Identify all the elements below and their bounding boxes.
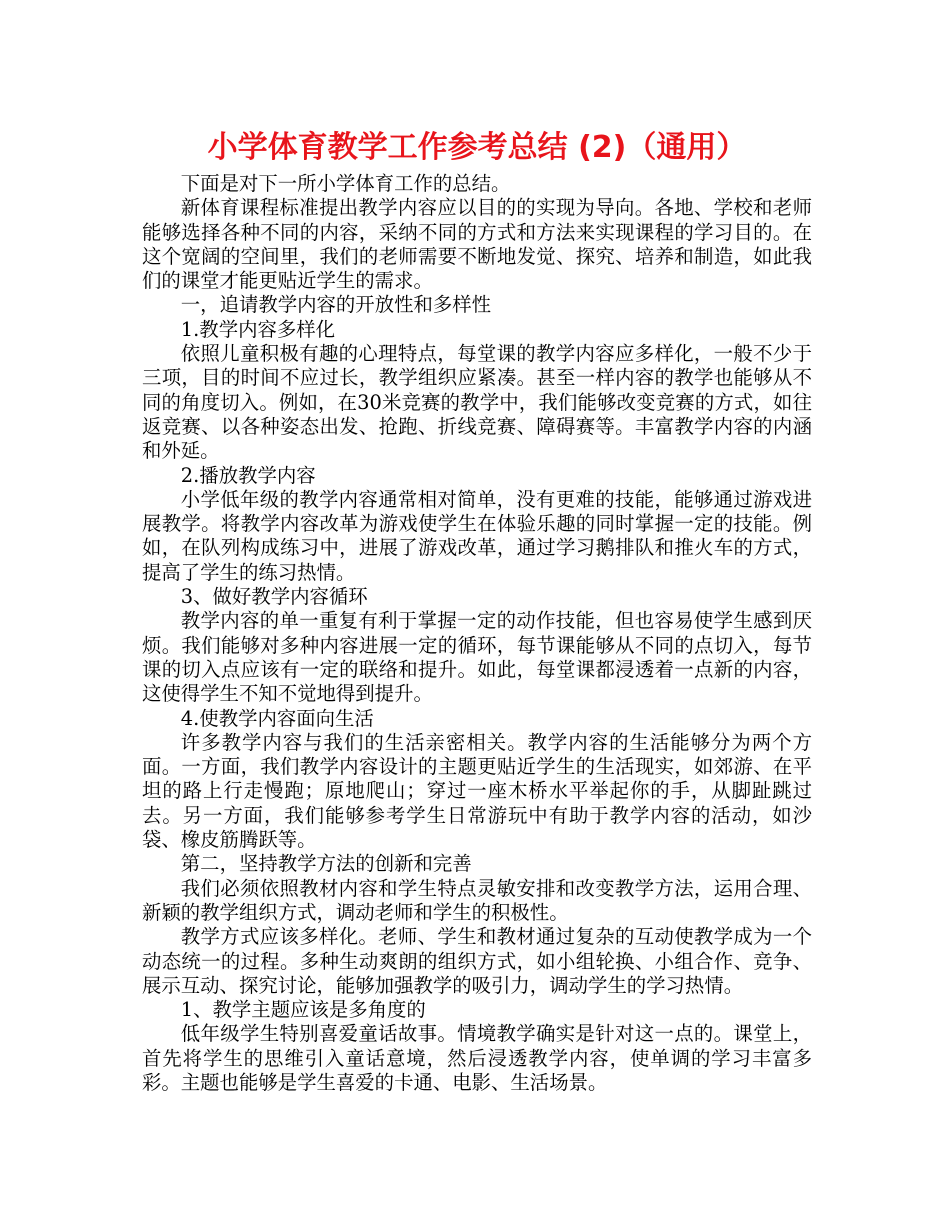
subsection-heading: 1、教学主题应该是多角度的 — [180, 998, 426, 1022]
body-paragraph: 教学内容的单一重复有利于掌握一定的动作技能，但也容易使学生感到厌烦。我们能够对多种内容进展一定的循环，每节课能够从不同的点切入，每节课的切入点应该有一定的联络和提升。如此，每堂课都浸透着一点新的内容，这使得学生不知不觉地得到提升。 — [142, 609, 812, 706]
document-page — [142, 126, 812, 1095]
body-paragraph: 小学低年级的教学内容通常相对简单，没有更难的技能，能够通过游戏进展教学。将教学内容改革为游戏使学生在体验乐趣的同时掌握一定的技能。例如，在队列构成练习中，进展了游戏改革，通过学习鹅排队和推火车的方式，提高了学生的练习热情。 — [142, 487, 812, 584]
body-paragraph: 低年级学生特别喜爱童话故事。情境教学确实是针对这一点的。课堂上，首先将学生的思维引入童话意境，然后浸透教学内容，使单调的学习丰富多彩。主题也能够是学生喜爱的卡通、电影、生活场景。 — [142, 1022, 812, 1094]
subsection-heading: 4.使教学内容面向生活 — [180, 706, 374, 730]
body-paragraph: 我们必须依照教材内容和学生特点灵敏安排和改变教学方法，运用合理、新颖的教学组织方式，调动老师和学生的积极性。 — [142, 876, 812, 924]
intro-paragraph: 下面是对下一所小学体育工作的总结。 — [180, 172, 511, 195]
body-paragraph: 许多教学内容与我们的生活亲密相关。教学内容的生活能够分为两个方面。一方面，我们教学内容设计的主题更贴近学生的生活现实，如郊游、在平坦的路上行走慢跑；原地爬山；穿过一座木桥水平举起你的手，从脚趾跳过去。另一方面，我们能够参考学生日常游玩中有助于教学内容的活动，如沙袋、橡皮筋腾跃等。 — [142, 730, 812, 852]
section-heading-2: 第二，坚持教学方法的创新和完善 — [180, 852, 472, 876]
subsection-heading: 2.播放教学内容 — [180, 463, 316, 487]
body-paragraph: 教学方式应该多样化。老师、学生和教材通过复杂的互动使教学成为一个动态统一的过程。多种生动爽朗的组织方式，如小组轮换、小组合作、竞争、展示互动、探究讨论，能够加强教学的吸引力，调动学生的学习热情。 — [142, 925, 812, 997]
body-paragraph: 新体育课程标准提出教学内容应以目的的实现为导向。各地、学校和老师能够选择各种不同的内容，采纳不同的方式和方法来实现课程的学习目的。在这个宽阔的空间里，我们的老师需要不断地发觉、探究、培养和制造，如此我们的课堂才能更贴近学生的需求。 — [142, 196, 812, 293]
section-heading-1: 一，追请教学内容的开放性和多样性 — [180, 293, 492, 317]
body-paragraph: 依照儿童积极有趣的心理特点，每堂课的教学内容应多样化，一般不少于三项，目的时间不应过长，教学组织应紧凑。甚至一样内容的教学也能够从不同的角度切入。例如，在30米竞赛的教学中，我们能够改变竞赛的方式，如往返竞赛、以各种姿态出发、抢跑、折线竞赛、障碍赛等。丰富教学内容的内涵和外延。 — [142, 342, 812, 463]
subsection-heading: 3、做好教学内容循环 — [180, 585, 368, 609]
subsection-heading: 1.教学内容多样化 — [180, 317, 336, 341]
document-title: 小学体育教学工作参考总结 (2)（通用） — [207, 130, 747, 165]
